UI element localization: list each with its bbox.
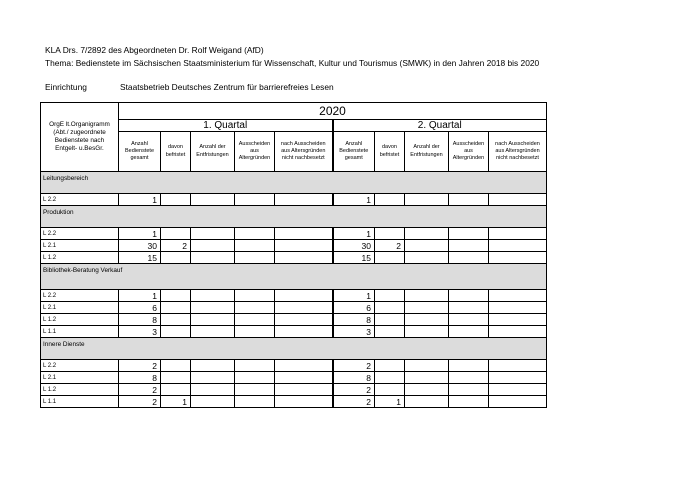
table-cell bbox=[375, 384, 405, 396]
table-cell bbox=[235, 194, 275, 206]
column-header-q2-1: Anzahl Bedienstete gesamt bbox=[333, 132, 375, 172]
table-cell: 1 bbox=[375, 396, 405, 408]
table-cell: 30 bbox=[119, 240, 161, 252]
section-title: Produktion bbox=[41, 206, 547, 228]
table-cell bbox=[405, 384, 449, 396]
table-cell bbox=[275, 290, 333, 302]
table-cell bbox=[235, 372, 275, 384]
table-cell bbox=[161, 228, 191, 240]
quartal-1-header: 1. Quartal bbox=[119, 120, 333, 132]
table-cell: 1 bbox=[333, 194, 375, 206]
table-cell bbox=[375, 372, 405, 384]
table-cell: 2 bbox=[161, 240, 191, 252]
table-cell bbox=[449, 396, 489, 408]
column-header-q2-3: Anzahl der Entfristungen bbox=[405, 132, 449, 172]
table-cell bbox=[489, 228, 547, 240]
row-label: L 2.1 bbox=[41, 372, 119, 384]
table-row bbox=[41, 360, 547, 372]
table-cell bbox=[405, 302, 449, 314]
table-cell: 8 bbox=[333, 314, 375, 326]
row-label: L 2.2 bbox=[41, 360, 119, 372]
table-cell bbox=[275, 314, 333, 326]
table-cell bbox=[405, 314, 449, 326]
table-cell: 2 bbox=[119, 384, 161, 396]
table-cell bbox=[161, 290, 191, 302]
table-cell bbox=[191, 302, 235, 314]
table-cell: 8 bbox=[119, 372, 161, 384]
section-title: Innere Dienste bbox=[41, 338, 547, 360]
table-cell bbox=[375, 252, 405, 264]
table-cell: 3 bbox=[119, 326, 161, 338]
table-cell: 2 bbox=[119, 360, 161, 372]
table-cell bbox=[375, 290, 405, 302]
table-cell bbox=[235, 326, 275, 338]
table-cell bbox=[235, 314, 275, 326]
table-cell: 15 bbox=[119, 252, 161, 264]
table-cell bbox=[449, 314, 489, 326]
table-cell bbox=[235, 384, 275, 396]
table-cell: 1 bbox=[119, 228, 161, 240]
table-cell bbox=[375, 326, 405, 338]
table-cell bbox=[405, 228, 449, 240]
table-cell bbox=[275, 194, 333, 206]
table-cell bbox=[375, 360, 405, 372]
row-label: L 1.1 bbox=[41, 326, 119, 338]
year-cell: 2020 bbox=[119, 103, 547, 120]
table-cell bbox=[405, 372, 449, 384]
table-row bbox=[41, 372, 547, 384]
table-cell: 15 bbox=[333, 252, 375, 264]
table-cell: 2 bbox=[333, 384, 375, 396]
table-cell: 6 bbox=[333, 302, 375, 314]
table-cell bbox=[405, 194, 449, 206]
quartal-2-header: 2. Quartal bbox=[333, 120, 547, 132]
table-row bbox=[41, 194, 547, 206]
table-cell bbox=[191, 240, 235, 252]
table-cell bbox=[449, 194, 489, 206]
table-cell bbox=[449, 360, 489, 372]
table-cell bbox=[489, 302, 547, 314]
table-cell: 3 bbox=[333, 326, 375, 338]
table-cell bbox=[489, 314, 547, 326]
table-cell bbox=[275, 326, 333, 338]
row-label: L 2.2 bbox=[41, 228, 119, 240]
staff-table bbox=[40, 102, 547, 408]
table-cell bbox=[161, 302, 191, 314]
table-cell bbox=[235, 240, 275, 252]
table-cell bbox=[191, 314, 235, 326]
table-row bbox=[41, 396, 547, 408]
table-cell bbox=[405, 252, 449, 264]
table-cell bbox=[489, 372, 547, 384]
table-cell bbox=[449, 228, 489, 240]
table-cell: 8 bbox=[119, 314, 161, 326]
table-cell bbox=[489, 240, 547, 252]
table-cell bbox=[489, 326, 547, 338]
column-header-q2-2: davon befristet bbox=[375, 132, 405, 172]
einrichtung-label: Einrichtung bbox=[45, 82, 87, 92]
document-topic: Thema: Bedienstete im Sächsischen Staatsministerium für Wissenschaft, Kultur und Tourismus (SMWK) in den Jahren 2018 bis 2020 bbox=[45, 58, 540, 68]
column-header-q1-2: davon befristet bbox=[161, 132, 191, 172]
table-cell bbox=[161, 360, 191, 372]
column-header-q1-1: Anzahl Bedienstete gesamt bbox=[119, 132, 161, 172]
table-cell bbox=[449, 252, 489, 264]
table-cell bbox=[191, 396, 235, 408]
table-cell: 30 bbox=[333, 240, 375, 252]
table-cell bbox=[161, 384, 191, 396]
table-row bbox=[41, 314, 547, 326]
row-label: L 1.1 bbox=[41, 396, 119, 408]
table-cell bbox=[449, 302, 489, 314]
row-label: L 1.2 bbox=[41, 314, 119, 326]
table-cell bbox=[191, 372, 235, 384]
table-row bbox=[41, 228, 547, 240]
row-label: L 2.1 bbox=[41, 302, 119, 314]
section-title: Leitungsbereich bbox=[41, 172, 547, 194]
table-cell bbox=[161, 194, 191, 206]
table-cell bbox=[449, 240, 489, 252]
table-cell bbox=[161, 372, 191, 384]
section-row bbox=[41, 338, 547, 360]
table-row bbox=[41, 384, 547, 396]
table-row bbox=[41, 290, 547, 302]
table-cell: 1 bbox=[119, 194, 161, 206]
table-cell: 8 bbox=[333, 372, 375, 384]
table-cell bbox=[449, 290, 489, 302]
table-cell bbox=[405, 396, 449, 408]
table-cell bbox=[489, 252, 547, 264]
table-cell bbox=[275, 240, 333, 252]
row-label: L 1.2 bbox=[41, 384, 119, 396]
table-cell bbox=[191, 252, 235, 264]
table-row bbox=[41, 302, 547, 314]
section-row bbox=[41, 172, 547, 194]
section-title: Bibliothek-Beratung Verkauf bbox=[41, 264, 547, 290]
table-cell bbox=[235, 396, 275, 408]
table-cell: 2 bbox=[333, 396, 375, 408]
column-header-q1-5: nach Ausscheiden aus Altersgründen nicht nachbesetzt bbox=[275, 132, 333, 172]
table-cell bbox=[235, 302, 275, 314]
table-cell bbox=[191, 290, 235, 302]
table-cell: 1 bbox=[333, 290, 375, 302]
table-cell: 1 bbox=[119, 290, 161, 302]
table-cell bbox=[489, 290, 547, 302]
table-cell bbox=[449, 326, 489, 338]
row-header-cell: OrgE lt.Organigramm (Abt./ zugeordnete Bedienstete nach Entgelt- u.BesGr. bbox=[41, 103, 119, 172]
table-cell bbox=[489, 360, 547, 372]
table-cell: 2 bbox=[333, 360, 375, 372]
table-cell bbox=[191, 360, 235, 372]
einrichtung-value: Staatsbetrieb Deutsches Zentrum für barrierefreies Lesen bbox=[120, 82, 334, 92]
row-label: L 2.2 bbox=[41, 194, 119, 206]
table-cell bbox=[191, 384, 235, 396]
column-header-q1-4: Ausscheiden aus Altergründen bbox=[235, 132, 275, 172]
row-label: L 2.1 bbox=[41, 240, 119, 252]
column-header-q2-5: nach Ausscheiden aus Altersgründen nicht nachbesetzt bbox=[489, 132, 547, 172]
table-cell bbox=[489, 396, 547, 408]
table-cell bbox=[275, 360, 333, 372]
table-cell bbox=[275, 302, 333, 314]
row-label: L 2.2 bbox=[41, 290, 119, 302]
table-cell bbox=[375, 302, 405, 314]
section-row bbox=[41, 206, 547, 228]
table-cell bbox=[235, 228, 275, 240]
document-title: KLA Drs. 7/2892 des Abgeordneten Dr. Rolf Weigand (AfD) bbox=[45, 45, 264, 55]
table-cell bbox=[191, 326, 235, 338]
table-cell bbox=[275, 396, 333, 408]
table-cell bbox=[161, 252, 191, 264]
table-cell bbox=[275, 228, 333, 240]
table-cell bbox=[449, 384, 489, 396]
column-header-q2-4: Ausscheiden aus Altergründen bbox=[449, 132, 489, 172]
table-cell bbox=[489, 194, 547, 206]
table-cell bbox=[275, 372, 333, 384]
table-cell bbox=[449, 372, 489, 384]
table-cell bbox=[235, 360, 275, 372]
table-cell bbox=[161, 314, 191, 326]
table-cell bbox=[375, 194, 405, 206]
table-cell: 1 bbox=[161, 396, 191, 408]
column-header-q1-3: Anzahl der Entfristungen bbox=[191, 132, 235, 172]
table-cell bbox=[375, 314, 405, 326]
table-cell bbox=[191, 228, 235, 240]
table-row bbox=[41, 326, 547, 338]
table-cell bbox=[235, 252, 275, 264]
table-cell bbox=[489, 384, 547, 396]
table-cell bbox=[235, 290, 275, 302]
table-cell: 2 bbox=[375, 240, 405, 252]
table-cell: 1 bbox=[333, 228, 375, 240]
table-cell bbox=[405, 240, 449, 252]
table-cell bbox=[191, 194, 235, 206]
table-row bbox=[41, 240, 547, 252]
table-row bbox=[41, 252, 547, 264]
table-cell: 2 bbox=[119, 396, 161, 408]
section-row bbox=[41, 264, 547, 290]
table-cell bbox=[405, 360, 449, 372]
table-cell bbox=[375, 228, 405, 240]
table-cell: 6 bbox=[119, 302, 161, 314]
table-cell bbox=[405, 290, 449, 302]
row-label: L 1.2 bbox=[41, 252, 119, 264]
table-cell bbox=[275, 252, 333, 264]
table-cell bbox=[161, 326, 191, 338]
table-cell bbox=[275, 384, 333, 396]
table-cell bbox=[405, 326, 449, 338]
